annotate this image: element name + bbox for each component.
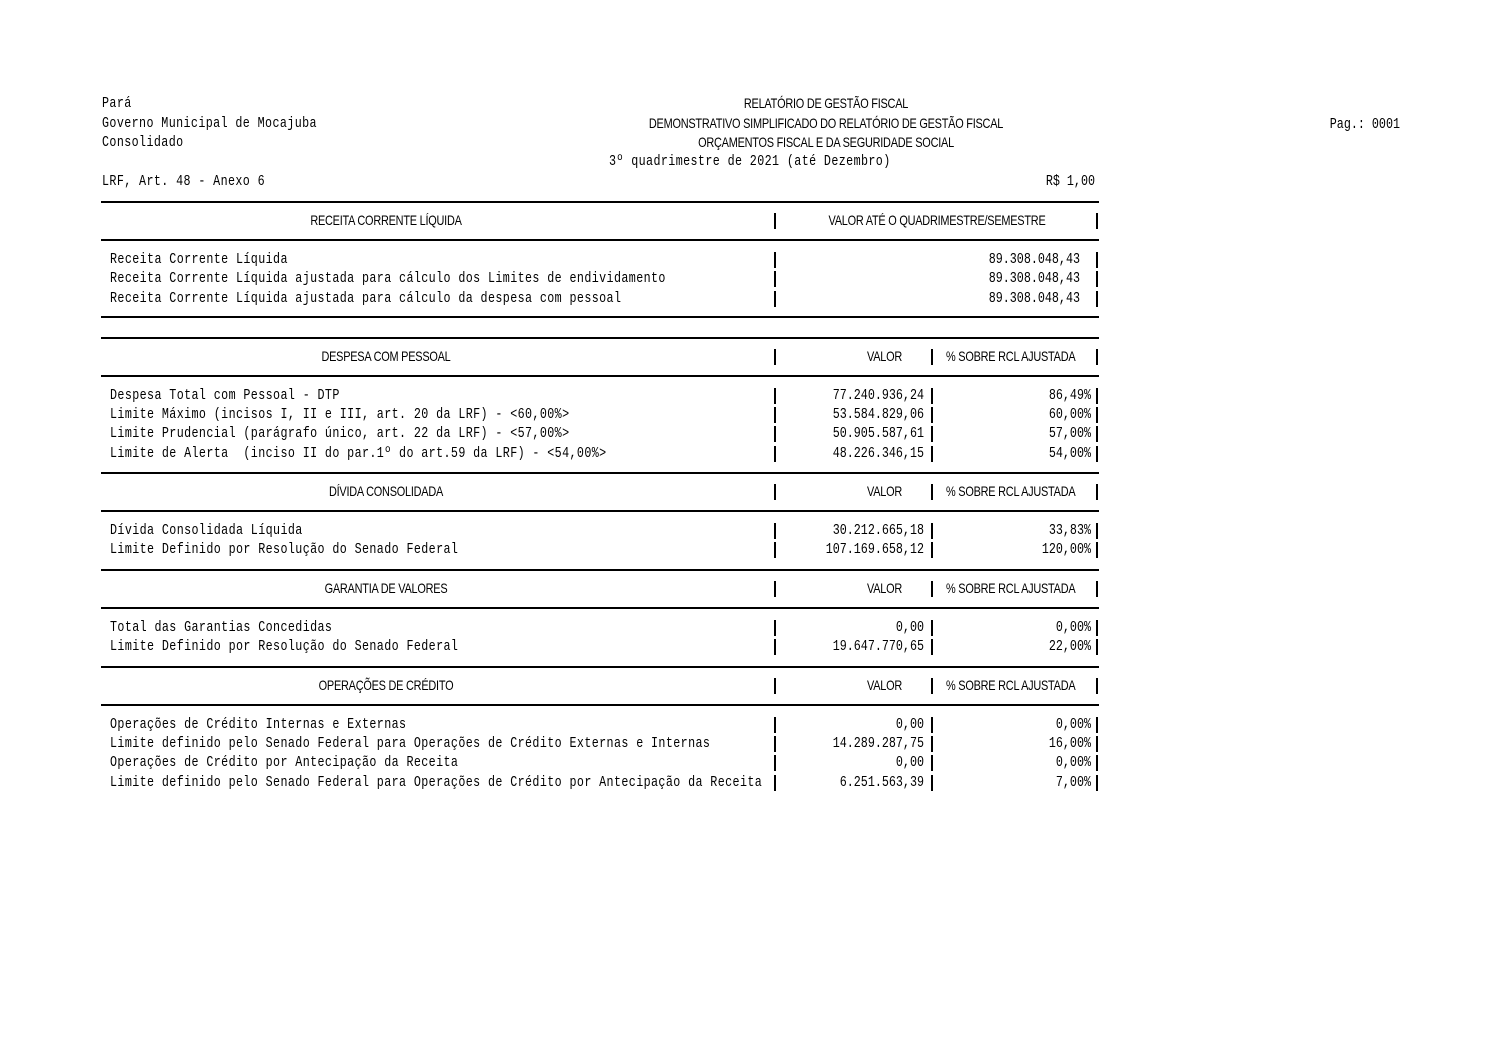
garantia-row-label: Limite Definido por Resolução do Senado Federal [110,638,459,655]
column-separator [1096,213,1098,229]
divida-row-percent: 120,00% [1041,541,1091,558]
column-separator [1096,542,1098,558]
credito-row-percent: 0,00% [1055,716,1091,733]
column-separator [774,775,776,791]
column-separator [774,736,776,752]
garantia-row-value: 0,00 [895,619,924,636]
column-separator [1096,484,1098,500]
section-title-garantia: GARANTIA DE VALORES [324,580,448,596]
rcl-row-value: 89.308.048,43 [988,290,1080,307]
column-separator [1096,775,1098,791]
column-separator [1096,349,1098,365]
pessoal-row-value: 53.584.829,06 [832,406,924,423]
entity-scope: Consolidado [102,134,184,151]
page-number: Pag.: 0001 [1329,116,1400,133]
column-separator [774,349,776,365]
pessoal-row-percent: 86,49% [1048,387,1091,404]
credito-row-percent: 7,00% [1055,774,1091,791]
column-separator [1096,271,1098,287]
column-separator [774,407,776,423]
column-separator [1096,620,1098,636]
column-separator [774,717,776,733]
column-separator [931,755,933,771]
column-header-value: VALOR [866,348,902,364]
column-separator [931,639,933,655]
column-separator [1096,426,1098,442]
column-separator [774,523,776,539]
report-title: RELATÓRIO DE GESTÃO FISCAL [743,95,909,111]
column-separator [931,388,933,404]
government-name: Governo Municipal de Mocajuba [102,115,317,132]
column-separator [774,484,776,500]
credito-row-label: Limite definido pelo Senado Federal para Operações de Crédito por Antecipação da Receita [110,774,763,791]
rcl-row-value: 89.308.048,43 [988,270,1080,287]
garantia-row-value: 19.647.770,65 [832,638,924,655]
column-separator [774,213,776,229]
column-separator [931,407,933,423]
credito-row-value: 0,00 [895,754,924,771]
credito-row-percent: 16,00% [1048,735,1091,752]
currency-unit: R$ 1,00 [1045,173,1095,190]
pessoal-row-label: Limite Prudencial (parágrafo único, art. 22 da LRF) - <57,00%> [110,425,570,442]
report-budget-scope: ORÇAMENTOS FISCAL E DA SEGURIDADE SOCIAL [698,134,954,150]
pessoal-row-percent: 57,00% [1048,425,1091,442]
column-separator [1096,639,1098,655]
column-separator [1096,407,1098,423]
rcl-row-value: 89.308.048,43 [988,251,1080,268]
column-header-value: VALOR [866,483,902,499]
pessoal-row-value: 77.240.936,24 [832,387,924,404]
divider [101,316,1099,318]
divider [101,239,1099,241]
column-header-value: VALOR ATÉ O QUADRIMESTRE/SEMESTRE [828,212,1046,228]
column-separator [931,620,933,636]
credito-row-label: Operações de Crédito por Antecipação da Receita [110,754,459,771]
credito-row-label: Operações de Crédito Internas e Externas [110,716,407,733]
divider [101,472,1099,474]
section-title-credito: OPERAÇÕES DE CRÉDITO [318,677,454,693]
report-subtitle: DEMONSTRATIVO SIMPLIFICADO DO RELATÓRIO DE GESTÃO FISCAL [648,115,1004,131]
garantia-row-label: Total das Garantias Concedidas [110,619,333,636]
column-separator [1096,252,1098,268]
pessoal-row-value: 48.226.346,15 [832,445,924,462]
divida-row-value: 30.212.665,18 [832,522,924,539]
pessoal-row-percent: 60,00% [1048,406,1091,423]
section-title-rcl: RECEITA CORRENTE LÍQUIDA [310,212,462,228]
column-header-value: VALOR [866,677,902,693]
divider [101,704,1099,706]
column-header-percent: % SOBRE RCL AJUSTADA [946,677,1076,693]
column-separator [774,620,776,636]
section-title-divida: DÍVIDA CONSOLIDADA [328,483,444,499]
pessoal-row-percent: 54,00% [1048,445,1091,462]
column-separator [931,678,933,694]
column-separator [774,755,776,771]
rcl-row-label: Receita Corrente Líquida [110,251,288,268]
pessoal-row-label: Limite Máximo (incisos I, II e III, art. 20 da LRF) - <60,00%> [110,406,570,423]
column-separator [774,446,776,462]
credito-row-value: 6.251.563,39 [839,774,924,791]
divider [101,201,1099,203]
legal-reference: LRF, Art. 48 - Anexo 6 [102,173,266,190]
column-separator [774,271,776,287]
column-separator [1096,755,1098,771]
credito-row-value: 0,00 [895,716,924,733]
column-separator [931,736,933,752]
state-name: Pará [102,95,132,112]
divider [101,510,1099,512]
column-separator [931,581,933,597]
pessoal-row-label: Despesa Total com Pessoal - DTP [110,387,340,404]
divider [101,375,1099,377]
garantia-row-percent: 22,00% [1048,638,1091,655]
pessoal-row-label: Limite de Alerta (inciso II do par.1º do art.59 da LRF) - <54,00%> [110,445,607,462]
credito-row-label: Limite definido pelo Senado Federal para Operações de Crédito Externas e Internas [110,735,711,752]
column-separator [931,542,933,558]
garantia-row-percent: 0,00% [1055,619,1091,636]
credito-row-percent: 0,00% [1055,754,1091,771]
column-separator [774,678,776,694]
column-separator [931,717,933,733]
column-separator [931,426,933,442]
column-separator [774,581,776,597]
column-separator [774,426,776,442]
column-separator [1096,446,1098,462]
column-separator [1096,736,1098,752]
column-header-percent: % SOBRE RCL AJUSTADA [946,483,1076,499]
column-separator [1096,291,1098,307]
credito-row-value: 14.289.287,75 [832,735,924,752]
column-separator [1096,678,1098,694]
pessoal-row-value: 50.905.587,61 [832,425,924,442]
column-header-percent: % SOBRE RCL AJUSTADA [946,580,1076,596]
column-header-value: VALOR [866,580,902,596]
column-separator [774,252,776,268]
column-separator [931,349,933,365]
column-separator [774,291,776,307]
rcl-row-label: Receita Corrente Líquida ajustada para cálculo da despesa com pessoal [110,290,622,307]
divida-row-value: 107.169.658,12 [825,541,924,558]
column-separator [1096,523,1098,539]
column-separator [931,523,933,539]
column-separator [931,446,933,462]
divider [101,337,1099,339]
column-separator [931,484,933,500]
column-separator [774,639,776,655]
divida-row-label: Dívida Consolidada Líquida [110,522,303,539]
divida-row-percent: 33,83% [1048,522,1091,539]
column-separator [1096,581,1098,597]
column-separator [931,775,933,791]
rcl-row-label: Receita Corrente Líquida ajustada para cálculo dos Limites de endividamento [110,270,666,287]
column-header-percent: % SOBRE RCL AJUSTADA [946,348,1076,364]
column-separator [774,542,776,558]
section-title-pessoal: DESPESA COM PESSOAL [321,348,451,364]
column-separator [774,388,776,404]
column-separator [1096,388,1098,404]
report-period: 3º quadrimestre de 2021 (até Dezembro) [609,153,891,170]
column-separator [1096,717,1098,733]
divider [101,607,1099,609]
divider [101,666,1099,668]
divida-row-label: Limite Definido por Resolução do Senado Federal [110,541,459,558]
divider [101,569,1099,571]
